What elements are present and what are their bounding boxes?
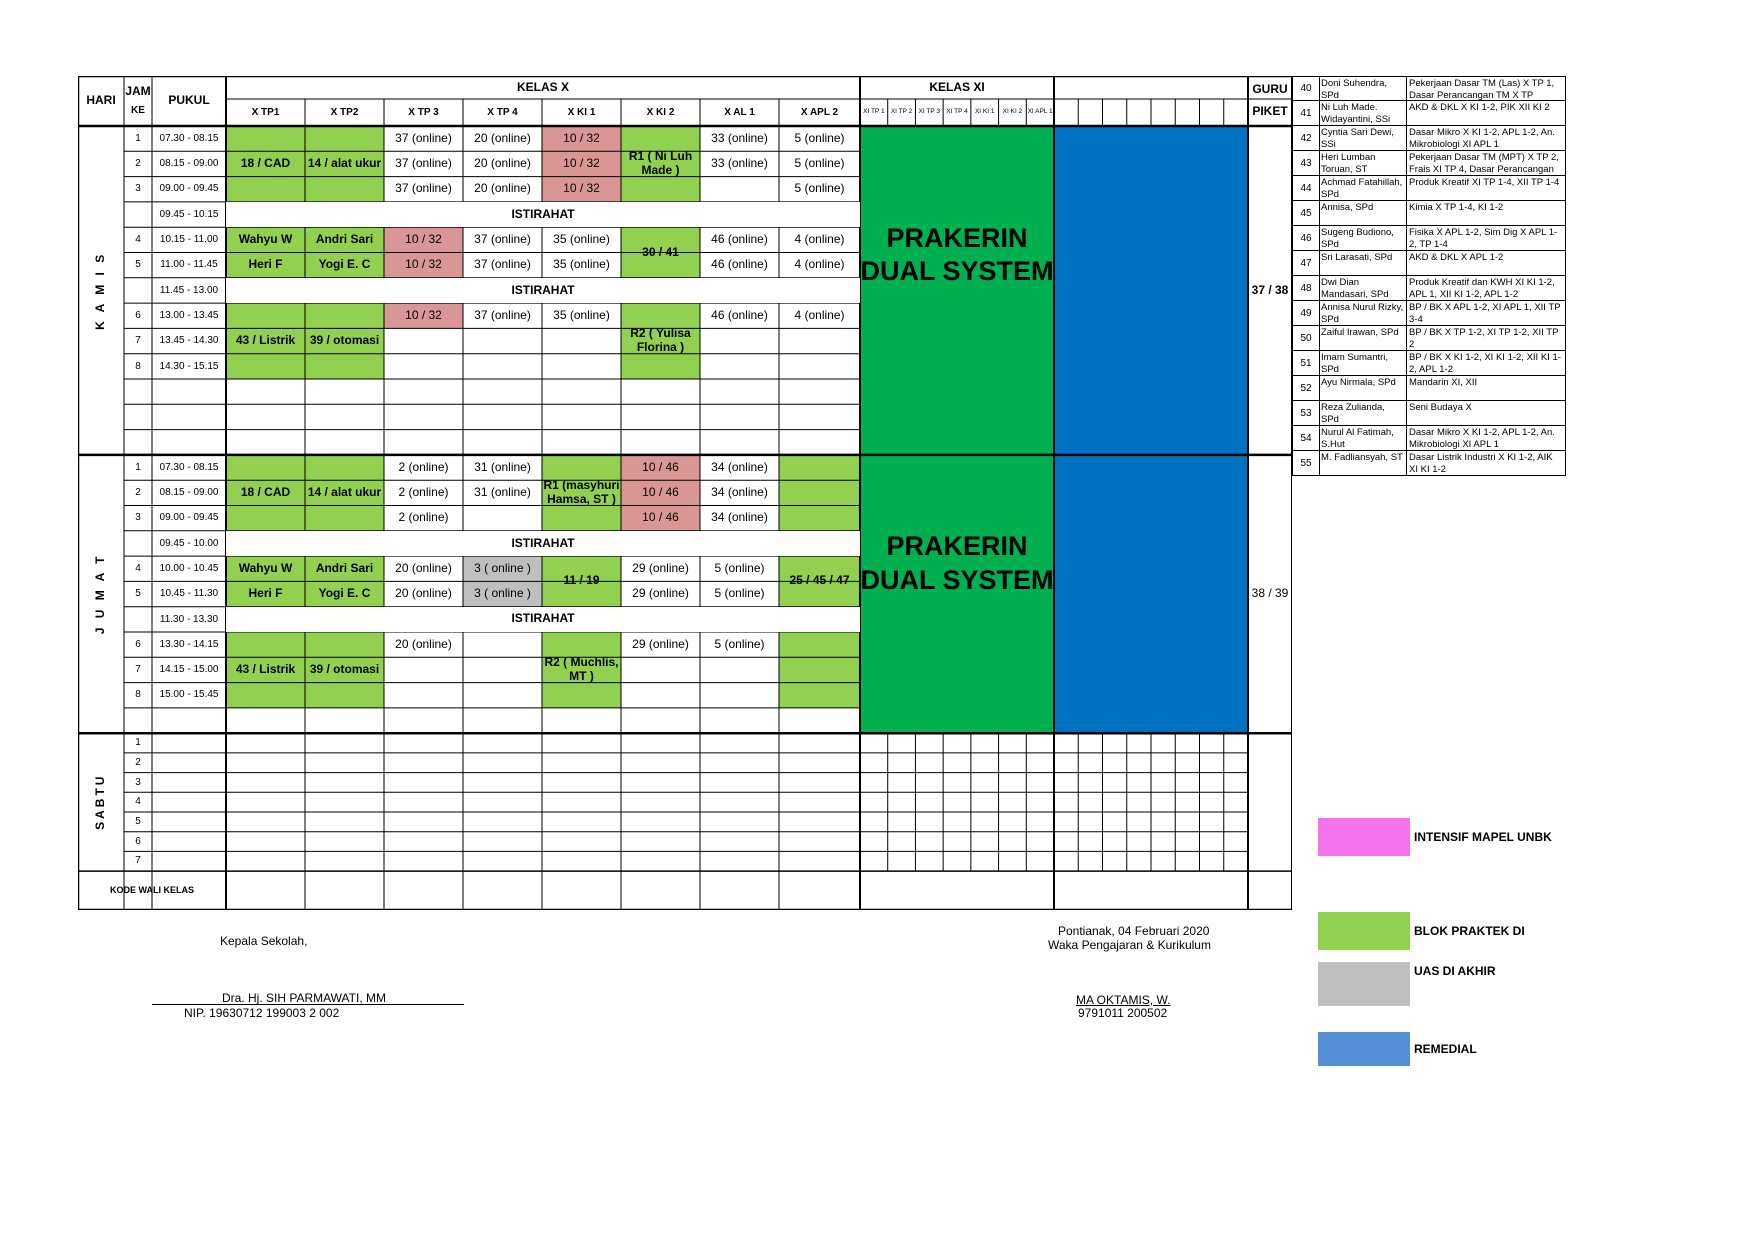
- kamis-time: 09.00 - 09.45: [159, 183, 219, 195]
- kamis-lesson-cell: 4 (online): [794, 231, 845, 246]
- kamis-lesson-cell: 5 (online): [794, 181, 845, 196]
- teacher-subject: Dasar Listrik Industri X KI 1-2, AIK XI KI 1-2: [1409, 452, 1553, 475]
- day-label-kamis: K A M I S: [93, 251, 108, 330]
- kamis-lesson-cell: 4 (online): [794, 307, 845, 322]
- teacher-row: [1292, 101, 1566, 126]
- class-xi-header: XI KI 1: [974, 108, 995, 116]
- teacher-name: Annisa, SPd: [1319, 201, 1407, 225]
- kamis-lesson-cell: 30 / 41: [642, 244, 679, 259]
- jumat-lesson-cell: 31 (online): [474, 484, 531, 499]
- jumat-lesson-cell: 20 (online): [395, 586, 452, 601]
- vice-principal-title: Waka Pengajaran & Kurikulum: [1048, 938, 1211, 952]
- class-xi-header: XI TP 3: [918, 108, 940, 116]
- jumat-lesson-cell: 20 (online): [395, 636, 452, 651]
- jumat-lesson-cell: 5 (online): [714, 636, 765, 651]
- kamis-lesson-cell: Heri F: [248, 257, 283, 272]
- istirahat-kamis-1: ISTIRAHAT: [226, 202, 860, 227]
- vice-principal-name: MA OKTAMIS, W.: [1076, 993, 1171, 1007]
- teacher-code: 52: [1293, 376, 1320, 400]
- kamis-lesson-cell: 20 (online): [474, 130, 531, 145]
- jumat-jam-ke: 8: [135, 689, 141, 701]
- teacher-subject: Pekerjaan Dasar TM (Las) X TP 1, Dasar Perancangan TM X TP: [1409, 78, 1555, 100]
- kamis-lesson-cell: 33 (online): [711, 156, 768, 171]
- kamis-lesson-cell: 46 (online): [711, 257, 768, 272]
- principal-title: Kepala Sekolah,: [220, 934, 308, 948]
- jumat-lesson-cell: 3 ( online ): [474, 560, 531, 575]
- kamis-lesson-cell: R2 ( Yulisa Florina ): [630, 326, 691, 355]
- sabtu-jam-ke: 3: [135, 776, 141, 788]
- kamis-time: [152, 430, 226, 455]
- class-x-header: X KI 1: [567, 106, 596, 118]
- teacher-name: Doni Suhendra, SPd: [1319, 77, 1407, 100]
- kamis-time: 13.00 - 13.45: [159, 309, 219, 321]
- kamis-jam-ke: [124, 202, 152, 227]
- teacher-subject: Fisika X APL 1-2, Sim Dig X APL 1-2, TP 1-4: [1409, 227, 1558, 250]
- kamis-lesson-cell: 35 (online): [553, 307, 610, 322]
- kamis-lesson-cell: 35 (online): [553, 257, 610, 272]
- kamis-lesson-cell: 46 (online): [711, 231, 768, 246]
- jumat-lesson-cell: [779, 632, 860, 708]
- class-x-header: X TP2: [330, 106, 359, 118]
- day-label-jumat: J U M A T: [93, 553, 108, 635]
- jumat-lesson-cell: 2 (online): [398, 459, 449, 474]
- jumat-lesson-cell: 11 / 19: [563, 573, 600, 588]
- teacher-subject: Dasar Mikro X KI 1-2, APL 1-2, An. Mikrobiologi XI APL 1: [1409, 427, 1555, 450]
- teacher-code: 54: [1293, 426, 1320, 450]
- signature-line: [152, 1004, 464, 1005]
- kelas-xi-header: KELAS XI: [929, 79, 985, 94]
- jumat-lesson-cell: 34 (online): [711, 484, 768, 499]
- kamis-jam-ke: 5: [135, 259, 141, 271]
- kamis-jam-ke: 8: [135, 360, 141, 372]
- kamis-time: [152, 379, 226, 404]
- teacher-code: 53: [1293, 401, 1320, 425]
- kamis-lesson-cell: R1 ( Ni Luh Made ): [628, 149, 693, 177]
- jumat-time: 11.30 - 13.30: [159, 613, 219, 625]
- teacher-row: [1292, 176, 1566, 201]
- teacher-row: [1292, 451, 1566, 476]
- teacher-row: [1292, 276, 1566, 301]
- day-label-sabtu: SABTU: [93, 773, 108, 831]
- guru-label: GURU: [1252, 82, 1288, 97]
- legend-swatch: [1318, 912, 1410, 950]
- jumat-time: 13.30 - 14.15: [159, 638, 219, 650]
- kamis-jam-ke: [124, 404, 152, 429]
- class-xi-header: XI TP 2: [890, 108, 913, 116]
- istirahat-jumat-1: ISTIRAHAT: [226, 531, 860, 556]
- teacher-subject: Dasar Mikro X KI 1-2, APL 1-2, An. Mikrobiologi XI APL 1: [1409, 127, 1555, 150]
- kamis-lesson-cell: 10 / 32: [563, 156, 600, 171]
- kamis-lesson-cell: Wahyu W: [238, 231, 293, 246]
- kamis-lesson-cell: 37 (online): [395, 181, 452, 196]
- legend-label: INTENSIF MAPEL UNBK: [1414, 830, 1552, 844]
- jumat-time: 08.15 - 09.00: [159, 487, 219, 499]
- class-x-header: X KI 2: [646, 106, 675, 118]
- legend-swatch: [1318, 1032, 1410, 1066]
- jumat-jam-ke: 4: [135, 562, 141, 574]
- teacher-row: [1292, 76, 1566, 101]
- kamis-lesson-cell: Andri Sari: [315, 231, 374, 246]
- kamis-time: 13.45 - 14.30: [159, 335, 219, 347]
- ke-label: KE: [131, 105, 145, 117]
- kamis-time: 08.15 - 09.00: [159, 158, 219, 170]
- piket-kamis: 37 / 38: [1251, 282, 1289, 297]
- class-xi-header: XI TP 1: [863, 108, 885, 116]
- teacher-subject: BP / BK X APL 1-2, XI APL 1, XII TP 3-4: [1409, 302, 1561, 325]
- jumat-time: 15.00 - 15.45: [159, 689, 219, 701]
- kamis-jam-ke: [124, 379, 152, 404]
- jumat-jam-ke: [124, 708, 152, 733]
- teacher-code: 43: [1293, 151, 1320, 175]
- piket-label: PIKET: [1252, 104, 1288, 118]
- sabtu-jam-ke: 4: [135, 796, 141, 808]
- teacher-code: 44: [1293, 176, 1320, 200]
- kamis-jam-ke: [124, 278, 152, 303]
- schedule-table: [78, 76, 1292, 910]
- kamis-lesson-cell: 18 / CAD: [240, 156, 291, 171]
- jam-ke-header: [124, 76, 152, 126]
- teacher-code: 55: [1293, 451, 1320, 475]
- teacher-row: [1292, 351, 1566, 376]
- istirahat-jumat-2: ISTIRAHAT: [226, 607, 860, 632]
- teacher-name: Dwi Dian Mandasari, SPd: [1319, 276, 1407, 300]
- kamis-jam-ke: 2: [135, 158, 141, 170]
- legend-label: UAS DI AKHIR: [1414, 964, 1496, 978]
- teacher-code: 42: [1293, 126, 1320, 150]
- teacher-subject: Produk Kreatif dan KWH XI KI 1-2, APL 1, XII KI 1-2, APL 1-2: [1409, 277, 1555, 300]
- kamis-lesson-cell: 37 (online): [395, 156, 452, 171]
- teacher-row: [1292, 226, 1566, 251]
- kamis-jam-ke: 1: [135, 132, 141, 144]
- guru-piket-header: [1248, 76, 1292, 126]
- kamis-time: 10.15 - 11.00: [159, 234, 219, 246]
- class-x-header: X TP1: [251, 106, 280, 118]
- prakerin-kamis-label: PRAKERIN DUAL SYSTEM: [860, 222, 1054, 287]
- legend-label: BLOK PRAKTEK DI: [1414, 924, 1525, 938]
- sabtu-jam-ke: 7: [135, 855, 141, 867]
- jumat-lesson-cell: R1 (masyhuri Hamsa, ST ): [543, 478, 620, 506]
- teacher-name: Reza Zulianda, SPd: [1319, 401, 1407, 425]
- teacher-name: Sugeng Budiono, SPd: [1319, 226, 1407, 250]
- teacher-row: [1292, 251, 1566, 276]
- kamis-lesson-cell: Yogi E. C: [318, 257, 371, 272]
- sabtu-jam-ke: 1: [135, 737, 141, 749]
- jumat-jam-ke: 2: [135, 487, 141, 499]
- legend-label: REMEDIAL: [1414, 1042, 1477, 1056]
- principal-name: Dra. Hj. SIH PARMAWATI, MM: [222, 991, 386, 1005]
- teacher-code: 48: [1293, 276, 1320, 300]
- kamis-lesson-cell: 10 / 32: [405, 231, 442, 246]
- jumat-jam-ke: 6: [135, 638, 141, 650]
- kamis-lesson-cell: 5 (online): [794, 130, 845, 145]
- teacher-code: 46: [1293, 226, 1320, 250]
- kamis-lesson-cell: 46 (online): [711, 307, 768, 322]
- prakerin-jumat-label: PRAKERIN DUAL SYSTEM: [860, 531, 1054, 596]
- jumat-lesson-cell: 14 / alat ukur: [307, 484, 382, 499]
- teacher-subject: Kimia X TP 1-4, KI 1-2: [1409, 202, 1504, 213]
- pukul-header: PUKUL: [168, 93, 210, 108]
- jumat-jam-ke: 7: [135, 664, 141, 676]
- teacher-row: [1292, 326, 1566, 351]
- jumat-jam-ke: 1: [135, 461, 141, 473]
- kamis-lesson-cell: 37 (online): [474, 307, 531, 322]
- kamis-lesson-cell: 5 (online): [794, 156, 845, 171]
- remedial-jumat-block: [1054, 455, 1248, 733]
- hari-header: HARI: [86, 93, 116, 108]
- kamis-lesson-cell: 10 / 32: [405, 307, 442, 322]
- jumat-lesson-cell: 34 (online): [711, 459, 768, 474]
- kamis-lesson-cell: 33 (online): [711, 130, 768, 145]
- jumat-lesson-cell: 5 (online): [714, 560, 765, 575]
- legend-swatch: [1318, 962, 1410, 1006]
- jumat-lesson-cell: 5 (online): [714, 586, 765, 601]
- jumat-time: 10.45 - 11.30: [159, 588, 219, 600]
- jumat-lesson-cell: 39 / otomasi: [309, 662, 380, 677]
- teacher-code: 41: [1293, 101, 1320, 125]
- jumat-time: 10.00 - 10.45: [159, 562, 219, 574]
- jumat-lesson-cell: 25 / 45 / 47: [789, 573, 850, 588]
- teacher-name: M. Fadliansyah, ST: [1319, 451, 1407, 475]
- kamis-lesson-cell: 37 (online): [395, 130, 452, 145]
- class-x-header: X TP 4: [487, 106, 518, 118]
- kamis-lesson-cell: 43 / Listrik: [235, 333, 296, 348]
- teacher-name: Achmad Fatahillah, SPd: [1319, 176, 1407, 200]
- teacher-row: [1292, 376, 1566, 401]
- istirahat-kamis-2: ISTIRAHAT: [226, 278, 860, 303]
- jumat-lesson-cell: 29 (online): [632, 636, 689, 651]
- jumat-lesson-cell: 10 / 46: [642, 484, 679, 499]
- jumat-lesson-cell: 20 (online): [395, 560, 452, 575]
- kamis-time: 11.00 - 11.45: [160, 259, 218, 271]
- teacher-row: [1292, 126, 1566, 151]
- teacher-subject: Seni Budaya X: [1409, 402, 1472, 413]
- kelas-x-header: KELAS X: [516, 79, 569, 94]
- kamis-jam-ke: 6: [135, 309, 141, 321]
- teacher-subject: AKD & DKL X KI 1-2, PIK XII KI 2: [1409, 102, 1550, 113]
- kamis-lesson-cell: 20 (online): [474, 181, 531, 196]
- teacher-name: Annisa Nurul Rizky, SPd: [1319, 301, 1407, 325]
- jumat-lesson-cell: Yogi E. C: [318, 586, 371, 601]
- jumat-lesson-cell: 29 (online): [632, 586, 689, 601]
- teacher-subject: BP / BK X TP 1-2, XI TP 1-2, XII TP 2: [1409, 327, 1559, 350]
- jumat-lesson-cell: Andri Sari: [315, 560, 374, 575]
- teacher-row: [1292, 426, 1566, 451]
- piket-jumat: 38 / 39: [1251, 586, 1289, 601]
- teacher-name: Ayu Nirmala, SPd: [1319, 376, 1407, 400]
- kamis-lesson-cell: 37 (online): [474, 257, 531, 272]
- class-x-header: X TP 3: [408, 106, 439, 118]
- teacher-row: [1292, 151, 1566, 176]
- jumat-lesson-cell: R2 ( Muchlis, MT ): [544, 655, 619, 683]
- class-xi-header: XI APL 1: [1027, 108, 1053, 116]
- teacher-subject: BP / BK X KI 1-2, XI KI 1-2, XII KI 1-2, APL 1-2: [1409, 352, 1561, 375]
- kamis-lesson-cell: 39 / otomasi: [309, 333, 380, 348]
- jumat-time: 09.45 - 10.00: [159, 537, 219, 549]
- kamis-lesson-cell: 20 (online): [474, 156, 531, 171]
- class-x-header: X AL 1: [724, 106, 755, 118]
- kamis-jam-ke: 7: [135, 335, 141, 347]
- teacher-subject: Produk Kreatif XI TP 1-4, XII TP 1-4: [1409, 177, 1560, 188]
- class-xi-header: XI KI 2: [1002, 108, 1023, 116]
- jumat-time: 07.30 - 08.15: [159, 461, 219, 473]
- teacher-code: 45: [1293, 201, 1320, 225]
- legend-swatch: [1318, 818, 1410, 856]
- jumat-lesson-cell: 34 (online): [711, 510, 768, 525]
- sabtu-jam-ke: 2: [135, 756, 141, 768]
- jumat-jam-ke: [124, 607, 152, 632]
- jumat-lesson-cell: 2 (online): [398, 484, 449, 499]
- kamis-time: 11.45 - 13.00: [159, 284, 219, 296]
- jumat-lesson-cell: 10 / 46: [642, 459, 679, 474]
- teacher-subject: Pekerjaan Dasar TM (MPT) X TP 2, Frais XI TP 4, Dasar Perancangan: [1409, 152, 1559, 175]
- teacher-name: Ni Luh Made. Widayantini, SSi: [1319, 101, 1407, 125]
- teacher-name: Heri Lumban Toruan, ST: [1319, 151, 1407, 175]
- teacher-code: 50: [1293, 326, 1320, 350]
- jumat-lesson-cell: [779, 455, 860, 531]
- class-xi-header: XI TP 4: [946, 108, 968, 116]
- class-x-header: X APL 2: [800, 106, 839, 118]
- kamis-jam-ke: 3: [135, 183, 141, 195]
- teacher-row: [1292, 201, 1566, 226]
- teacher-name: Sri Larasati, SPd: [1319, 251, 1407, 275]
- principal-nip: NIP. 19630712 199003 2 002: [184, 1006, 340, 1020]
- kamis-time: 09.45 - 10.15: [159, 208, 219, 220]
- jumat-lesson-cell: 18 / CAD: [240, 484, 291, 499]
- kamis-lesson-cell: 14 / alat ukur: [307, 156, 382, 171]
- teacher-name: Cyntia Sari Dewi, SSi: [1319, 126, 1407, 150]
- teacher-subject: AKD & DKL X APL 1-2: [1409, 252, 1504, 263]
- kamis-time: 14.30 - 15.15: [159, 360, 219, 372]
- jumat-lesson-cell: 3 ( online ): [474, 586, 531, 601]
- teacher-row: [1292, 301, 1566, 326]
- kamis-jam-ke: [124, 430, 152, 455]
- jumat-lesson-cell: 31 (online): [474, 459, 531, 474]
- jumat-lesson-cell: 10 / 46: [642, 510, 679, 525]
- teacher-name: Imam Sumantri, SPd: [1319, 351, 1407, 375]
- jumat-jam-ke: 3: [135, 512, 141, 524]
- kamis-time: 07.30 - 08.15: [159, 132, 219, 144]
- kamis-lesson-cell: 37 (online): [474, 231, 531, 246]
- jumat-time: 09.00 - 09.45: [159, 512, 219, 524]
- jam-label: JAM: [125, 84, 151, 99]
- jumat-time: [152, 708, 226, 733]
- kamis-lesson-cell: 10 / 32: [405, 257, 442, 272]
- jumat-lesson-cell: Heri F: [248, 586, 283, 601]
- kode-wali-kelas-label: KODE WALI KELAS: [109, 885, 194, 896]
- remedial-kamis-block: [1054, 126, 1248, 455]
- teacher-name: Zaiful Irawan, SPd: [1319, 326, 1407, 350]
- teacher-code: 51: [1293, 351, 1320, 375]
- jumat-lesson-cell: Wahyu W: [238, 560, 293, 575]
- kamis-jam-ke: 4: [135, 234, 141, 246]
- kamis-time: [152, 404, 226, 429]
- jumat-jam-ke: 5: [135, 588, 141, 600]
- kamis-lesson-cell: 35 (online): [553, 231, 610, 246]
- jumat-time: 14.15 - 15.00: [159, 664, 219, 676]
- jumat-lesson-cell: 29 (online): [632, 560, 689, 575]
- teacher-name: Nurul Al Fatimah, S.Hut: [1319, 426, 1407, 450]
- kamis-lesson-cell: 4 (online): [794, 257, 845, 272]
- place-date: Pontianak, 04 Februari 2020: [1058, 924, 1210, 938]
- teacher-code: 40: [1293, 77, 1320, 100]
- teacher-row: [1292, 401, 1566, 426]
- teacher-subject: Mandarin XI, XII: [1409, 377, 1478, 388]
- vice-principal-nip: 9791011 200502: [1078, 1006, 1168, 1020]
- jumat-lesson-cell: 43 / Listrik: [235, 662, 296, 677]
- sabtu-jam-ke: 5: [135, 816, 141, 828]
- kamis-lesson-cell: 10 / 32: [563, 130, 600, 145]
- teacher-code: 47: [1293, 251, 1320, 275]
- jumat-jam-ke: [124, 531, 152, 556]
- teacher-code: 49: [1293, 301, 1320, 325]
- jumat-lesson-cell: 2 (online): [398, 510, 449, 525]
- sabtu-jam-ke: 6: [135, 835, 141, 847]
- kamis-lesson-cell: 10 / 32: [563, 181, 600, 196]
